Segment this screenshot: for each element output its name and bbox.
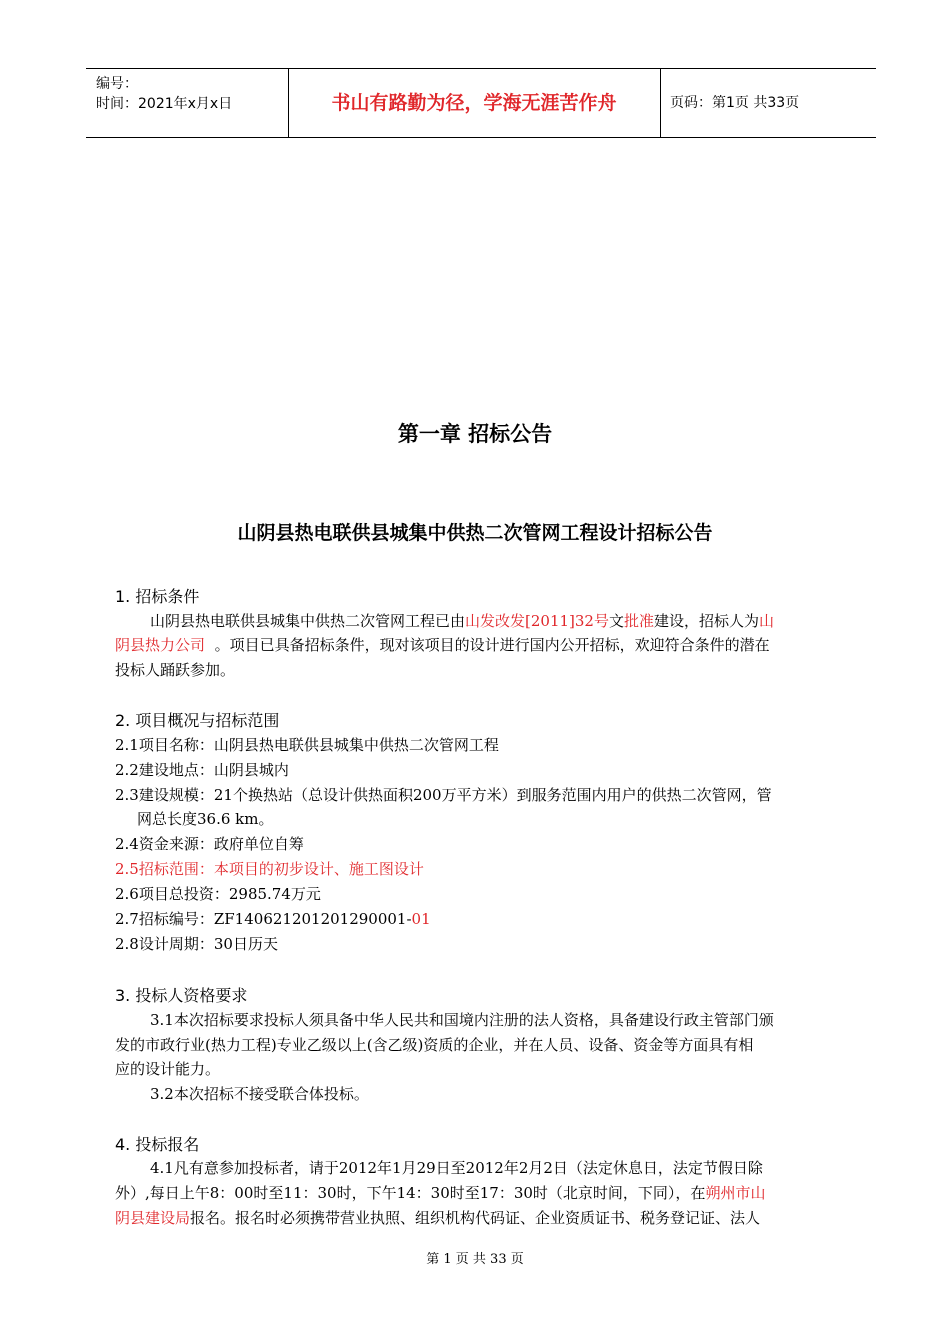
item-2-3-cont: 网总长度36.6 km。 [137, 810, 274, 828]
tenderer-name: 阴县热力公司 [115, 636, 206, 654]
text-run: 批准 [624, 612, 655, 630]
text-run: 文 [608, 612, 624, 630]
section-2-heading: 2. 项目概况与招标范围 [115, 711, 280, 730]
header-motto: 书山有路勤为径，学海无涯苦作舟 [288, 69, 661, 137]
item-2-4: 2.4资金来源：政府单位自筹 [115, 835, 304, 853]
item-2-7 [115, 908, 850, 929]
number-label: 编号： [96, 76, 138, 92]
document-title: 山阴县热电联供县城集中供热二次管网工程设计招标公告 [237, 522, 713, 544]
registration-location: 朔州市山 [705, 1184, 766, 1202]
para-4-1-line-2 [115, 1182, 850, 1203]
para-3-1-line-2: 发的市政行业(热力工程)专业乙级以上(含乙级)资质的企业，并在人员、设备、资金等方面具有相 [115, 1036, 754, 1054]
para-3-2: 3.2本次招标不接受联合体投标。 [150, 1085, 369, 1103]
text-run: 01 [411, 910, 431, 928]
approval-doc-number: 山发改发[2011]32号 [465, 612, 609, 630]
chapter-title: 第一章 招标公告 [397, 422, 553, 446]
section-4-heading: 4. 投标报名 [115, 1135, 200, 1154]
section-1-line-2 [115, 634, 850, 655]
item-2-6: 2.6项目总投资：2985.74万元 [115, 885, 321, 903]
section-1-heading: 1. 招标条件 [115, 587, 200, 606]
para-4-1-line-1: 4.1凡有意参加投标者，请于2012年1月29日至2012年2月2日（法定休息日，法定节假日除 [150, 1159, 763, 1177]
header-meta-cell [86, 69, 289, 137]
item-2-3: 2.3建设规模：21个换热站（总设计供热面积200万平方米）到服务范围内用户的供热二次管网，管 [115, 786, 772, 804]
page-header [86, 68, 876, 138]
registration-location: 阴县建设局 [115, 1209, 191, 1227]
time-label: 时间：2021年x月x日 [96, 96, 233, 112]
text-run: 建设，招标人为 [654, 612, 760, 630]
para-4-1-line-3 [115, 1207, 850, 1228]
item-2-1: 2.1项目名称：山阴县热电联供县城集中供热二次管网工程 [115, 736, 499, 754]
item-2-8: 2.8设计周期：30日历天 [115, 935, 278, 953]
para-3-1-line-1: 3.1本次招标要求投标人须具备中华人民共和国境内注册的法人资格，具备建设行政主管部门颁 [150, 1011, 774, 1029]
tenderer-name: 山 [759, 612, 775, 630]
item-2-5: 2.5招标范围：本项目的初步设计、施工图设计 [115, 860, 424, 878]
section-3-heading: 3. 投标人资格要求 [115, 986, 248, 1005]
item-2-2: 2.2建设地点：山阴县城内 [115, 761, 289, 779]
text-run: 。项目已具备招标条件，现对该项目的设计进行国内公开招标，欢迎符合条件的潜在 [214, 636, 770, 654]
text-run: 报名。报名时必须携带营业执照、组织机构代码证、企业资质证书、税务登记证、法人 [190, 1209, 761, 1227]
para-3-1-line-3: 应的设计能力。 [115, 1060, 221, 1078]
page-footer: 第 1 页 共 33 页 [426, 1252, 524, 1267]
text-run: 外）,每日上午8：00时至11：30时，下午14：30时至17：30时（北京时间，下同），在 [115, 1184, 706, 1202]
text-run: 山阴县热电联供县城集中供热二次管网工程已由 [150, 612, 466, 630]
header-page-info: 页码：第1页 共33页 [670, 95, 800, 111]
section-1-line-1 [150, 610, 850, 631]
text-run: 2.7招标编号：ZF140621201201290001- [115, 910, 412, 928]
section-1-line-3: 投标人踊跃参加。 [115, 661, 236, 679]
